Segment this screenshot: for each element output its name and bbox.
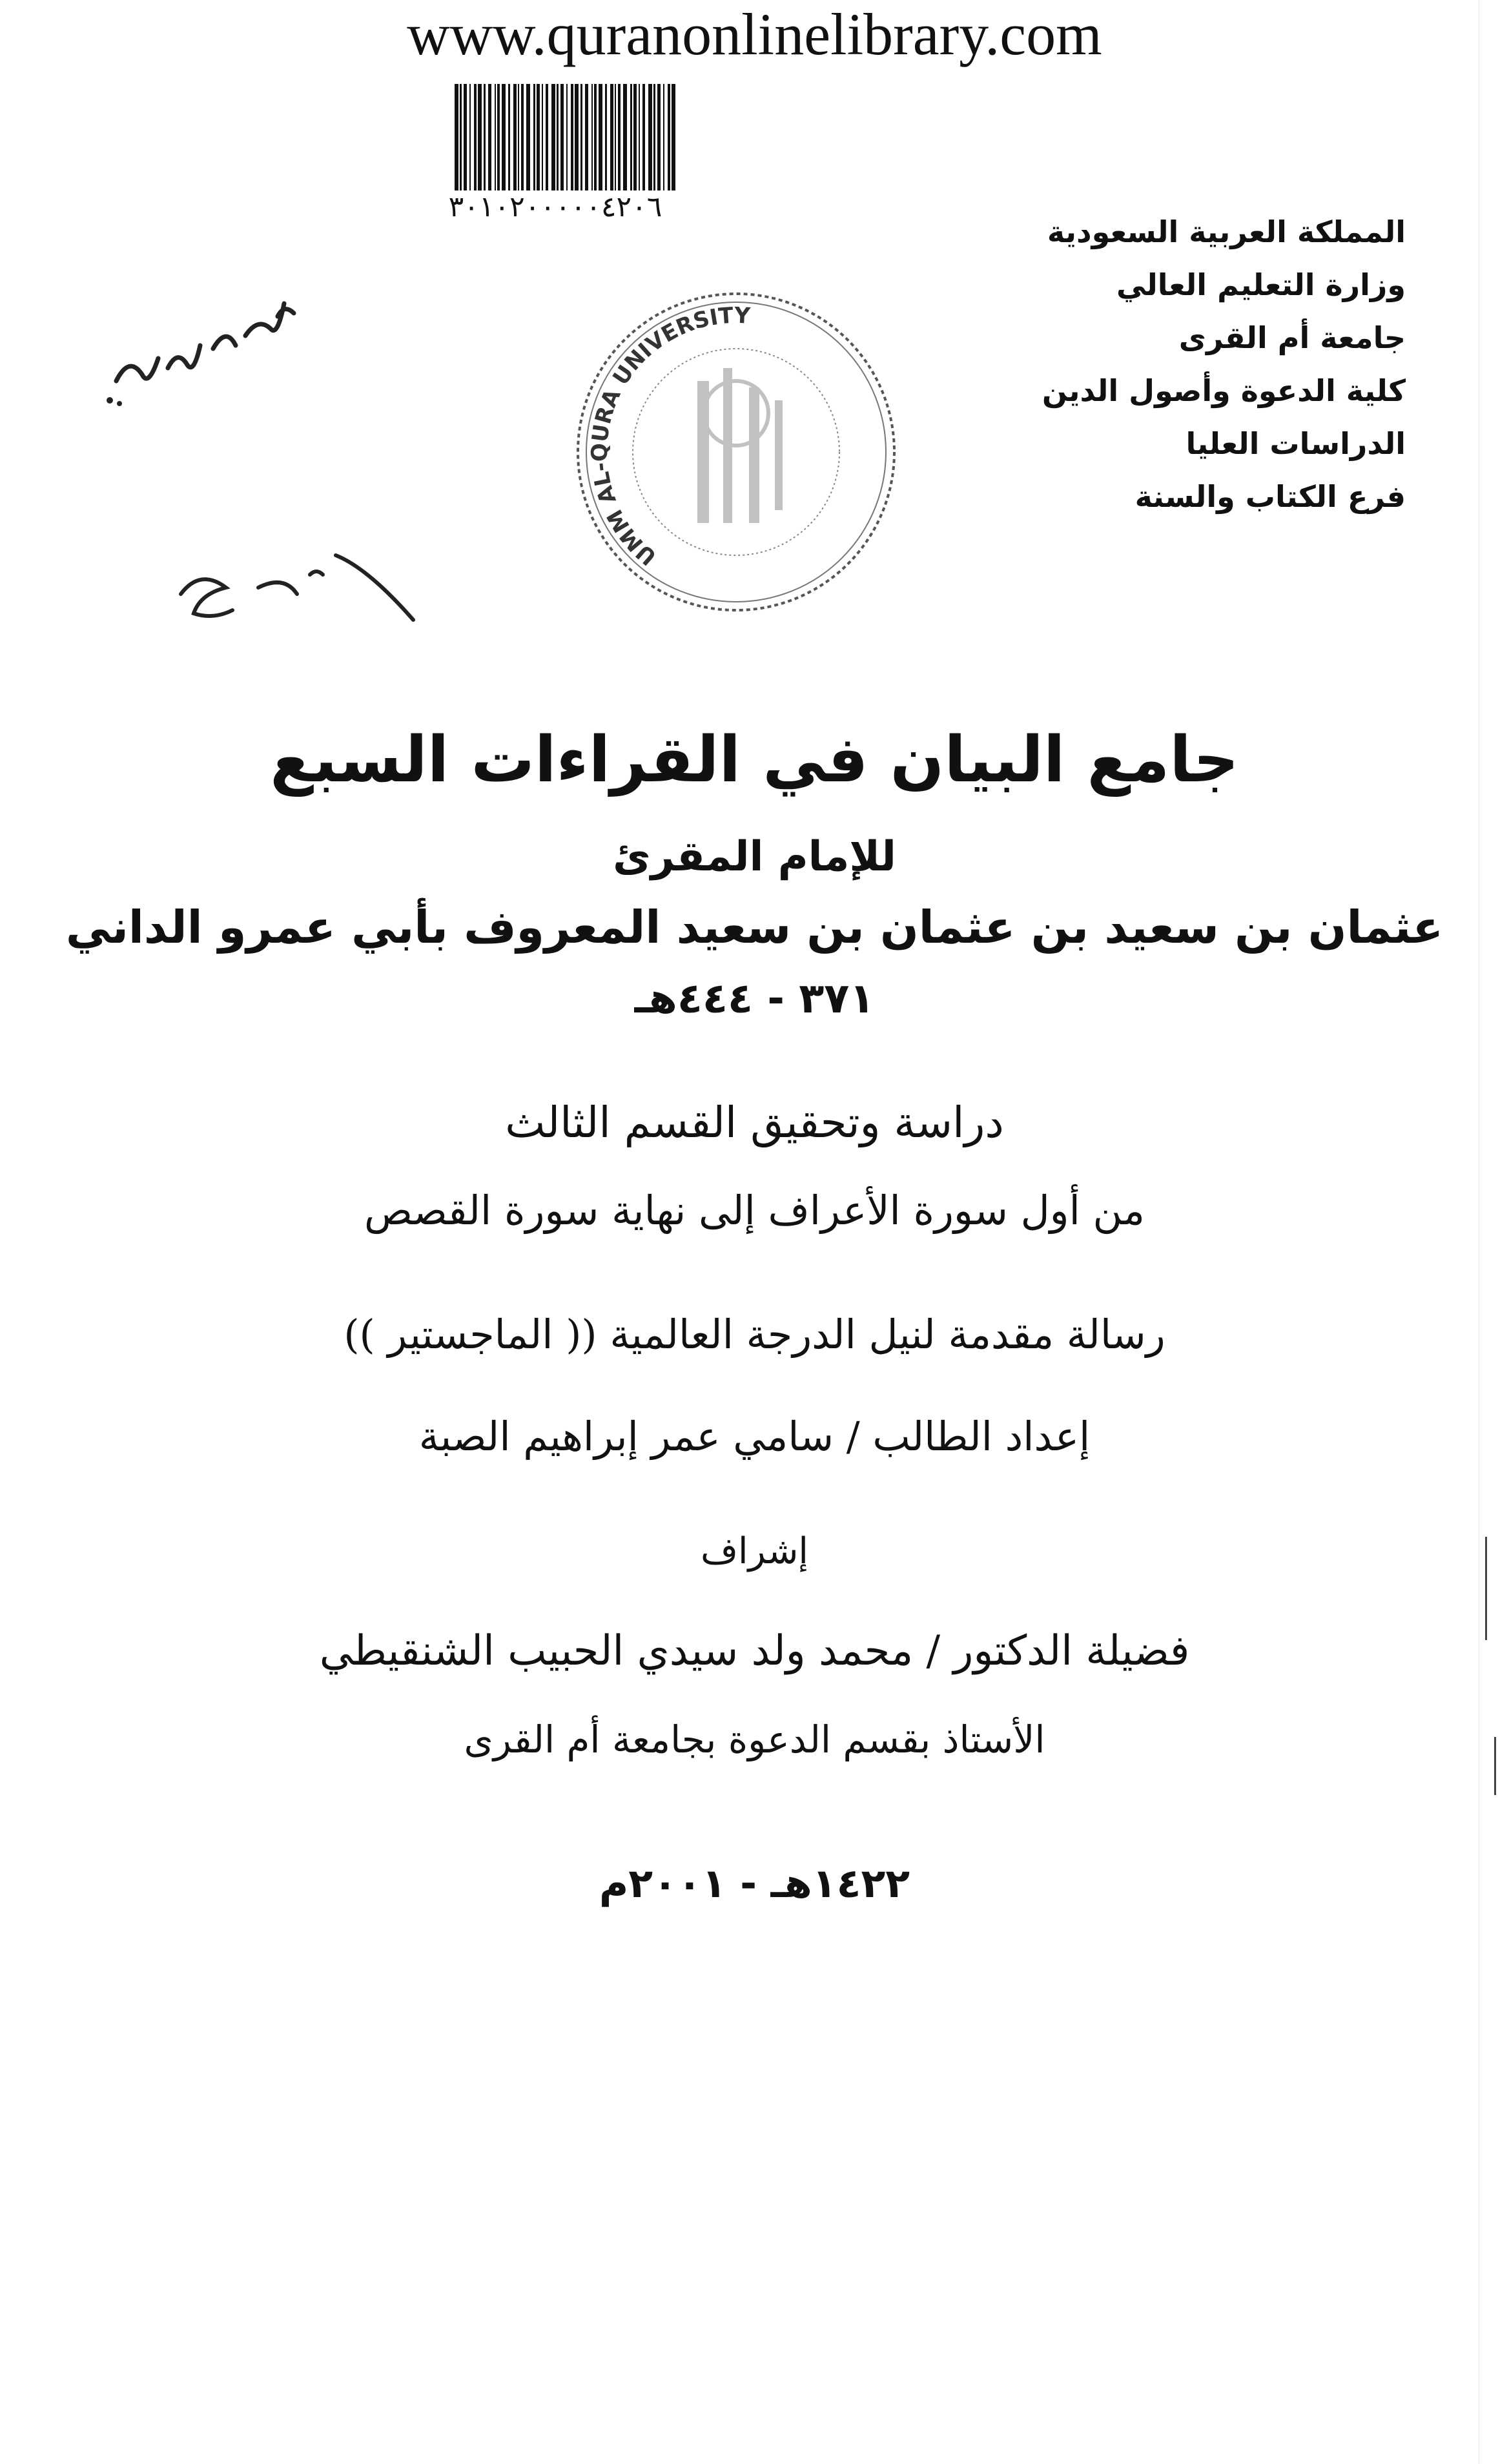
student-name: إعداد الطالب / سامي عمر إبراهيم الصبة xyxy=(418,1413,1091,1460)
barcode-bar xyxy=(575,84,579,190)
barcode-bar xyxy=(566,84,568,190)
institution-line-ministry: وزارة التعليم العالي xyxy=(1116,267,1406,302)
barcode-bar xyxy=(484,84,486,190)
barcode-bar xyxy=(464,84,467,190)
barcode-bar xyxy=(518,84,519,190)
barcode-bar xyxy=(610,84,613,190)
barcode-bar xyxy=(546,84,548,190)
barcode-bar xyxy=(526,84,530,190)
barcode-bar xyxy=(495,84,496,190)
barcode-bar xyxy=(580,84,582,190)
barcode-bar xyxy=(488,84,491,190)
barcode-bar xyxy=(469,84,471,190)
barcode-bar xyxy=(508,84,510,190)
barcode-bar xyxy=(630,84,632,190)
handwritten-note-2 xyxy=(168,529,426,646)
barcode-bar xyxy=(533,84,535,190)
barcode-bar xyxy=(672,84,675,190)
barcode-bar xyxy=(513,84,517,190)
barcode-bar xyxy=(497,84,500,190)
book-title: جامع البيان في القراءات السبع xyxy=(270,723,1239,797)
institution-line-university: جامعة أم القرى xyxy=(1178,320,1406,355)
barcode-bar xyxy=(594,84,597,190)
imam-label: للإمام المقرئ xyxy=(613,833,896,881)
barcode-bar xyxy=(663,84,664,190)
barcode-bar xyxy=(633,84,637,190)
barcode-bar xyxy=(474,84,477,190)
barcode-bar xyxy=(657,84,661,190)
scan-edge-mark xyxy=(1485,1537,1487,1640)
barcode-bar xyxy=(455,84,458,190)
barcode-bar xyxy=(557,84,559,190)
scan-edge-mark xyxy=(1494,1737,1496,1795)
supervisor-title: الأستاذ بقسم الدعوة بجامعة أم القرى xyxy=(464,1718,1045,1761)
barcode-bar xyxy=(591,84,593,190)
barcode-bar xyxy=(571,84,573,190)
barcode-bar xyxy=(618,84,621,190)
barcode-bar xyxy=(623,84,627,190)
barcode-number: ٣٠١٠٢٠٠٠٠٠٤٢٠٦ xyxy=(448,190,662,223)
barcode-bar xyxy=(478,84,482,190)
supervision-heading: إشراف xyxy=(701,1530,808,1572)
barcode-bar xyxy=(560,84,564,190)
study-title: دراسة وتحقيق القسم الثالث xyxy=(505,1098,1004,1147)
study-range: من أول سورة الأعراف إلى نهاية سورة القصص xyxy=(364,1187,1145,1234)
university-seal-stamp xyxy=(568,284,904,620)
institution-line-graduate: الدراسات العليا xyxy=(1186,426,1406,461)
barcode-bar xyxy=(668,84,670,190)
thesis-statement: رسالة مقدمة لنيل الدرجة العالمية (( الماجستير )) xyxy=(344,1311,1165,1358)
institution-line-college: كلية الدعوة وأصول الدين xyxy=(1042,373,1406,408)
supervisor-name: فضيلة الدكتور / محمد ولد سيدي الحبيب الشنقيطي xyxy=(319,1627,1190,1675)
barcode-bar xyxy=(521,84,524,190)
barcode-bar xyxy=(639,84,640,190)
institution-line-branch: فرع الكتاب والسنة xyxy=(1134,479,1406,514)
barcode-bar xyxy=(648,84,652,190)
barcode-bar xyxy=(605,84,607,190)
barcode-bar xyxy=(599,84,602,190)
submission-date: ١٤٢٢هـ - ٢٠٠١م xyxy=(599,1860,910,1907)
seal-text: UMM AL-QURA UNIVERSITY xyxy=(586,302,751,571)
institution-block xyxy=(954,205,1406,523)
barcode-bar xyxy=(460,84,462,190)
handwritten-note-1 xyxy=(90,271,310,426)
site-url: www.quranonlinelibrary.com xyxy=(407,1,1102,67)
author-dates: ٣٧١ - ٤٤٤هـ xyxy=(634,975,875,1023)
barcode-bar xyxy=(585,84,588,190)
barcode-bar xyxy=(653,84,655,190)
barcode-bar xyxy=(502,84,506,190)
barcode-bar xyxy=(551,84,555,190)
barcode-bar xyxy=(542,84,543,190)
barcode-image xyxy=(452,84,678,190)
author-name: عثمان بن سعيد بن عثمان بن سعيد المعروف بأبي عمرو الداني xyxy=(65,901,1444,954)
institution-line-country: المملكة العربية السعودية xyxy=(1047,214,1406,249)
barcode-bar xyxy=(642,84,645,190)
barcode-bar xyxy=(615,84,616,190)
barcode-bar xyxy=(537,84,540,190)
